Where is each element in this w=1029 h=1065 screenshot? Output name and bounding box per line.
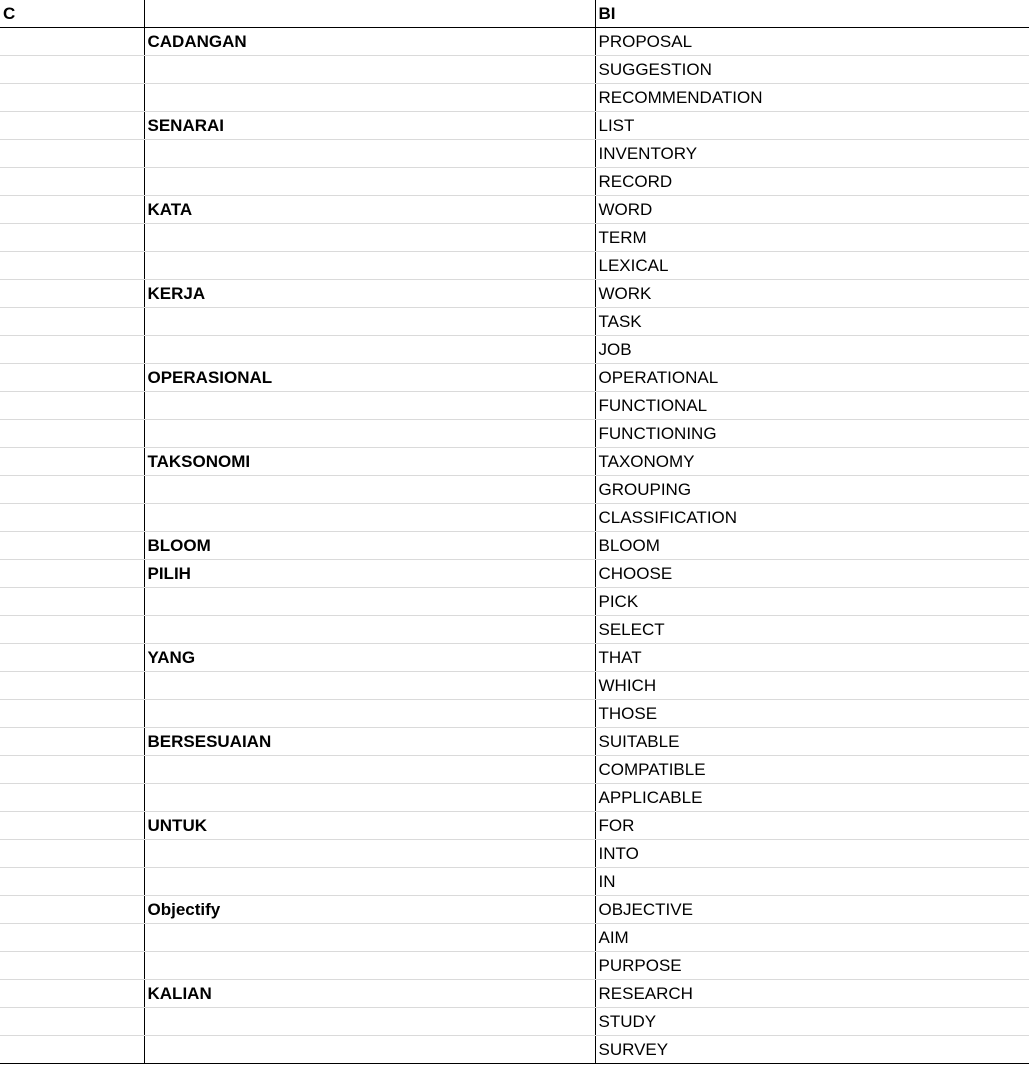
cell-malay-word[interactable]	[144, 420, 595, 448]
cell-col-c[interactable]	[0, 364, 144, 392]
cell-malay-word[interactable]	[144, 1036, 595, 1064]
cell-english-word[interactable]: BLOOM	[595, 532, 1029, 560]
table-row	[0, 84, 1029, 112]
cell-english-word[interactable]: CHOOSE	[595, 560, 1029, 588]
table-row	[0, 308, 1029, 336]
table-row	[0, 1008, 1029, 1036]
cell-english-word[interactable]: TASK	[595, 308, 1029, 336]
cell-col-c[interactable]	[0, 532, 144, 560]
cell-col-c[interactable]	[0, 1036, 144, 1064]
cell-col-c[interactable]	[0, 392, 144, 420]
header-cell-c[interactable]: C	[0, 0, 144, 28]
cell-col-c[interactable]	[0, 672, 144, 700]
cell-col-c[interactable]	[0, 252, 144, 280]
header-cell-bi[interactable]: BI	[595, 0, 1029, 28]
table-row	[0, 784, 1029, 812]
cell-english-word[interactable]: JOB	[595, 336, 1029, 364]
cell-col-c[interactable]	[0, 420, 144, 448]
cell-malay-word[interactable]: OPERASIONAL	[144, 364, 595, 392]
cell-malay-word[interactable]	[144, 588, 595, 616]
table-row	[0, 56, 1029, 84]
cell-malay-word[interactable]	[144, 616, 595, 644]
cell-malay-word[interactable]	[144, 1008, 595, 1036]
cell-malay-word[interactable]: BERSESUAIAN	[144, 728, 595, 756]
cell-english-word[interactable]: RESEARCH	[595, 980, 1029, 1008]
cell-english-word[interactable]: CLASSIFICATION	[595, 504, 1029, 532]
header-cell-blank[interactable]	[144, 0, 595, 28]
table-row	[0, 476, 1029, 504]
cell-col-c[interactable]	[0, 588, 144, 616]
table-row	[0, 112, 1029, 140]
cell-col-c[interactable]	[0, 448, 144, 476]
table-row	[0, 560, 1029, 588]
cell-english-word[interactable]: LIST	[595, 112, 1029, 140]
table-row	[0, 896, 1029, 924]
cell-english-word[interactable]: WORK	[595, 280, 1029, 308]
cell-col-c[interactable]	[0, 616, 144, 644]
cell-malay-word[interactable]: CADANGAN	[144, 28, 595, 56]
cell-malay-word[interactable]	[144, 784, 595, 812]
table-row	[0, 28, 1029, 56]
cell-english-word[interactable]: INTO	[595, 840, 1029, 868]
cell-malay-word[interactable]: SENARAI	[144, 112, 595, 140]
table-row	[0, 168, 1029, 196]
table-row	[0, 448, 1029, 476]
table-row	[0, 700, 1029, 728]
cell-malay-word[interactable]	[144, 140, 595, 168]
cell-english-word[interactable]: FUNCTIONING	[595, 420, 1029, 448]
cell-col-c[interactable]	[0, 336, 144, 364]
cell-english-word[interactable]: PROPOSAL	[595, 28, 1029, 56]
cell-english-word[interactable]: STUDY	[595, 1008, 1029, 1036]
table-row	[0, 840, 1029, 868]
cell-english-word[interactable]: GROUPING	[595, 476, 1029, 504]
cell-english-word[interactable]: THOSE	[595, 700, 1029, 728]
cell-malay-word[interactable]: Objectify	[144, 896, 595, 924]
cell-english-word[interactable]: WHICH	[595, 672, 1029, 700]
cell-english-word[interactable]: OBJECTIVE	[595, 896, 1029, 924]
cell-col-c[interactable]	[0, 700, 144, 728]
cell-malay-word[interactable]	[144, 504, 595, 532]
cell-english-word[interactable]: SELECT	[595, 616, 1029, 644]
table-row	[0, 196, 1029, 224]
cell-malay-word[interactable]	[144, 168, 595, 196]
cell-malay-word[interactable]	[144, 756, 595, 784]
cell-col-c[interactable]	[0, 476, 144, 504]
cell-english-word[interactable]: WORD	[595, 196, 1029, 224]
table-row	[0, 392, 1029, 420]
cell-col-c[interactable]	[0, 952, 144, 980]
cell-col-c[interactable]	[0, 196, 144, 224]
table-row	[0, 924, 1029, 952]
cell-malay-word[interactable]	[144, 392, 595, 420]
cell-malay-word[interactable]	[144, 308, 595, 336]
cell-malay-word[interactable]: BLOOM	[144, 532, 595, 560]
cell-col-c[interactable]	[0, 84, 144, 112]
cell-malay-word[interactable]	[144, 672, 595, 700]
table-row	[0, 952, 1029, 980]
cell-english-word[interactable]: FOR	[595, 812, 1029, 840]
cell-col-c[interactable]	[0, 1008, 144, 1036]
table-row	[0, 588, 1029, 616]
table-row	[0, 980, 1029, 1008]
cell-malay-word[interactable]	[144, 952, 595, 980]
cell-english-word[interactable]: SUITABLE	[595, 728, 1029, 756]
cell-english-word[interactable]: COMPATIBLE	[595, 756, 1029, 784]
table-row	[0, 420, 1029, 448]
cell-col-c[interactable]	[0, 896, 144, 924]
table-row	[0, 616, 1029, 644]
table-row	[0, 672, 1029, 700]
table-row	[0, 532, 1029, 560]
cell-english-word[interactable]: RECOMMENDATION	[595, 84, 1029, 112]
cell-english-word[interactable]: TAXONOMY	[595, 448, 1029, 476]
cell-col-c[interactable]	[0, 644, 144, 672]
cell-malay-word[interactable]	[144, 924, 595, 952]
cell-english-word[interactable]: THAT	[595, 644, 1029, 672]
cell-english-word[interactable]: LEXICAL	[595, 252, 1029, 280]
cell-col-c[interactable]	[0, 56, 144, 84]
table-row	[0, 504, 1029, 532]
cell-malay-word[interactable]: TAKSONOMI	[144, 448, 595, 476]
table-row	[0, 336, 1029, 364]
cell-malay-word[interactable]: PILIH	[144, 560, 595, 588]
cell-col-c[interactable]	[0, 308, 144, 336]
cell-english-word[interactable]: OPERATIONAL	[595, 364, 1029, 392]
cell-col-c[interactable]	[0, 784, 144, 812]
cell-col-c[interactable]	[0, 868, 144, 896]
cell-col-c[interactable]	[0, 280, 144, 308]
cell-malay-word[interactable]	[144, 252, 595, 280]
table-row	[0, 1036, 1029, 1064]
cell-col-c[interactable]	[0, 28, 144, 56]
cell-malay-word[interactable]: YANG	[144, 644, 595, 672]
header-row	[0, 0, 1029, 28]
cell-english-word[interactable]: PICK	[595, 588, 1029, 616]
cell-col-c[interactable]	[0, 840, 144, 868]
cell-col-c[interactable]	[0, 560, 144, 588]
cell-col-c[interactable]	[0, 504, 144, 532]
cell-english-word[interactable]: SURVEY	[595, 1036, 1029, 1064]
cell-malay-word[interactable]	[144, 84, 595, 112]
table-row	[0, 252, 1029, 280]
cell-malay-word[interactable]: KALIAN	[144, 980, 595, 1008]
table-row	[0, 756, 1029, 784]
cell-english-word[interactable]: PURPOSE	[595, 952, 1029, 980]
cell-malay-word[interactable]	[144, 224, 595, 252]
cell-english-word[interactable]: SUGGESTION	[595, 56, 1029, 84]
cell-col-c[interactable]	[0, 812, 144, 840]
cell-malay-word[interactable]: KATA	[144, 196, 595, 224]
table-row	[0, 868, 1029, 896]
cell-malay-word[interactable]	[144, 840, 595, 868]
cell-col-c[interactable]	[0, 728, 144, 756]
table-row	[0, 644, 1029, 672]
cell-malay-word[interactable]	[144, 56, 595, 84]
cell-col-c[interactable]	[0, 924, 144, 952]
table-row	[0, 364, 1029, 392]
cell-english-word[interactable]: APPLICABLE	[595, 784, 1029, 812]
cell-malay-word[interactable]: KERJA	[144, 280, 595, 308]
cell-english-word[interactable]: IN	[595, 868, 1029, 896]
table-row	[0, 140, 1029, 168]
cell-english-word[interactable]: FUNCTIONAL	[595, 392, 1029, 420]
cell-english-word[interactable]: RECORD	[595, 168, 1029, 196]
cell-english-word[interactable]: INVENTORY	[595, 140, 1029, 168]
cell-col-c[interactable]	[0, 140, 144, 168]
cell-col-c[interactable]	[0, 112, 144, 140]
cell-col-c[interactable]	[0, 756, 144, 784]
cell-malay-word[interactable]	[144, 700, 595, 728]
cell-malay-word[interactable]	[144, 336, 595, 364]
cell-english-word[interactable]: AIM	[595, 924, 1029, 952]
cell-english-word[interactable]: TERM	[595, 224, 1029, 252]
cell-malay-word[interactable]: UNTUK	[144, 812, 595, 840]
table-row	[0, 812, 1029, 840]
table-row	[0, 728, 1029, 756]
cell-col-c[interactable]	[0, 224, 144, 252]
table-row	[0, 280, 1029, 308]
cell-malay-word[interactable]	[144, 868, 595, 896]
table-row	[0, 224, 1029, 252]
cell-malay-word[interactable]	[144, 476, 595, 504]
cell-col-c[interactable]	[0, 168, 144, 196]
cell-col-c[interactable]	[0, 980, 144, 1008]
